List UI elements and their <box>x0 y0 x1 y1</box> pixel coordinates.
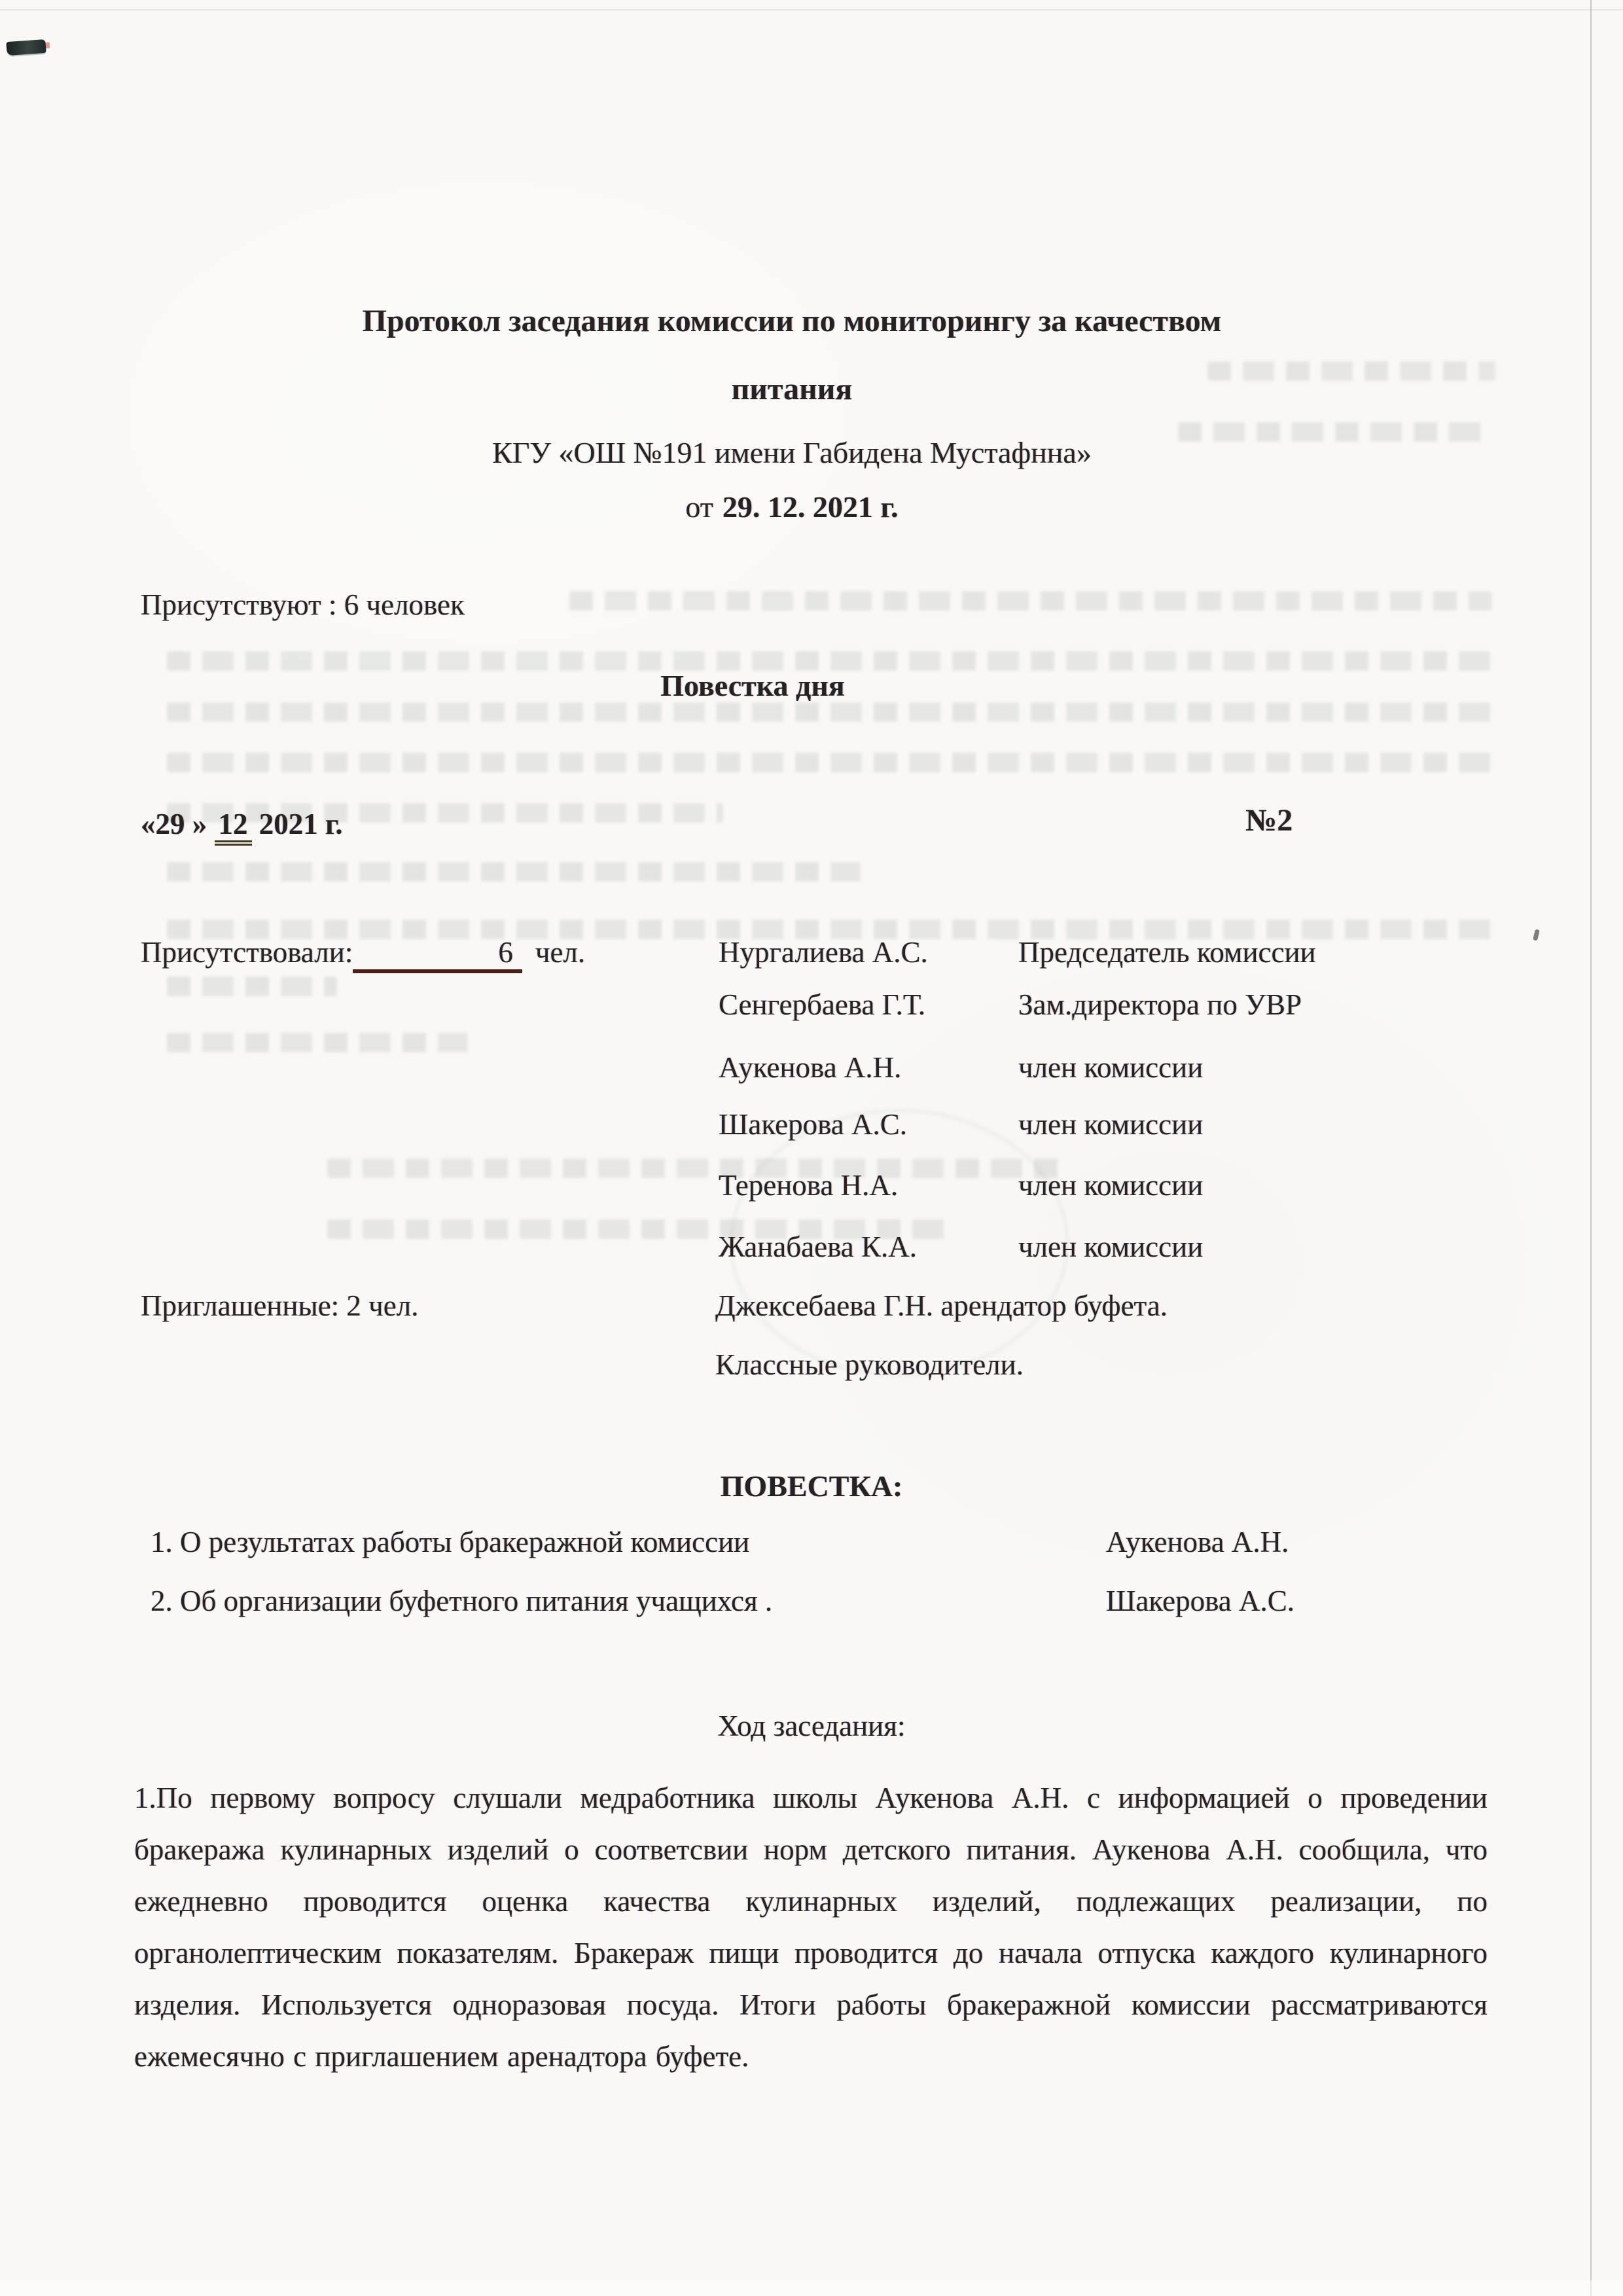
invited-name <box>715 1289 1168 1323</box>
bleed-through-line <box>569 591 1492 611</box>
attendee-row <box>0 1230 1623 1272</box>
member-name: Шакерова А.С. <box>719 1108 907 1141</box>
scanner-artifact-mark <box>6 39 46 56</box>
agenda-item-speaker: Аукенова А.Н. <box>1106 1526 1289 1558</box>
member-role: член комиссии <box>1018 1169 1204 1202</box>
document-date-line <box>0 489 1584 525</box>
agenda-header: ПОВЕСТКА: <box>720 1469 903 1503</box>
date-value: 29. 12. 2021 г. <box>722 490 899 524</box>
invited-name-text: Джексебаева Г.Н. <box>715 1289 934 1322</box>
date-open: «29 » <box>141 808 207 840</box>
agenda-item <box>151 1584 1525 1618</box>
document-title-line2: питания <box>731 372 853 406</box>
member-name: Теренова Н.А. <box>719 1169 899 1202</box>
scan-bottom-edge <box>0 2280 1623 2296</box>
agenda-item-text: 2. Об организации буфетного питания учащихся . <box>151 1585 773 1617</box>
invited-label: Приглашенные: 2 чел. <box>141 1289 419 1322</box>
bleed-through-line <box>167 1033 468 1052</box>
agenda-item <box>151 1525 1525 1559</box>
member-role: Зам.директора по УВР <box>1018 988 1302 1021</box>
member-role: член комиссии <box>1018 1230 1204 1263</box>
agenda-item-text: 1. О результатах работы бракеражной комиссии <box>151 1526 750 1558</box>
bleed-through-line <box>167 702 1495 722</box>
invited-role-text: арендатор буфета. <box>940 1289 1168 1322</box>
attendees-label <box>141 935 585 973</box>
member-name: Нургалиева А.С. <box>719 936 928 969</box>
date-prefix: от <box>685 490 713 524</box>
bleed-through-line <box>167 753 1495 772</box>
invited-extra-row <box>0 1348 1623 1390</box>
agenda-day-header: Повестка дня <box>660 669 845 702</box>
attendees-count: 6 <box>498 936 513 969</box>
invited-extra: Классные руководители. <box>715 1348 1024 1381</box>
member-role: член комиссии <box>1018 1051 1204 1084</box>
date-year: 2021 г. <box>259 808 343 840</box>
attendee-row <box>0 988 1623 1030</box>
member-role: член комиссии <box>1018 1108 1204 1141</box>
document-title-line1: Протокол заседания комиссии по мониторингу за качеством <box>362 304 1222 338</box>
proceedings-paragraph: 1.По первому вопросу слушали медработника школы Аукенова А.Н. с информацией о проведении бракеража кулинарных изделий о соответсвии норм детского питания. Аукенова А.Н. сообщила, что ежедневно проводится оценка качества кулинарных изделий, подлежащих реализации, по органолептическим показателям. Бракераж пищи проводится до начала отпуска каждого кулинарного изделия. Используется одноразовая посуда. Итоги работы бракеражной комиссии рассматриваются ежемесячно с приглашением аренадтора буфете. <box>134 1782 1488 2073</box>
attendees-count-underline <box>353 935 522 973</box>
bleed-through-line <box>167 862 861 882</box>
protocol-date <box>141 806 343 842</box>
presence-line: Присутствуют : 6 человек <box>141 588 465 621</box>
attendee-row <box>0 1107 1623 1149</box>
proceedings-header: Ход заседания: <box>717 1710 906 1742</box>
member-name: Сенгербаева Г.Т. <box>719 988 926 1021</box>
attendee-row <box>0 1050 1623 1092</box>
scan-top-edge <box>0 9 1623 10</box>
attendee-row <box>0 1168 1623 1210</box>
organization-name: КГУ «ОШ №191 имени Габидена Мустафнна» <box>492 436 1092 469</box>
attendees-count-unit: чел. <box>535 936 586 969</box>
attendee-row <box>0 935 1623 977</box>
attendees-label-text: Присутствовали: <box>141 936 353 969</box>
member-name: Жанабаева К.А. <box>719 1230 917 1263</box>
invited-row <box>0 1289 1623 1331</box>
protocol-number: №2 <box>1245 803 1293 838</box>
agenda-item-speaker: Шакерова А.С. <box>1106 1585 1294 1617</box>
member-role: Председатель комиссии <box>1018 936 1316 969</box>
date-day-underlined: 12 <box>215 808 252 846</box>
member-name: Аукенова А.Н. <box>719 1051 902 1084</box>
